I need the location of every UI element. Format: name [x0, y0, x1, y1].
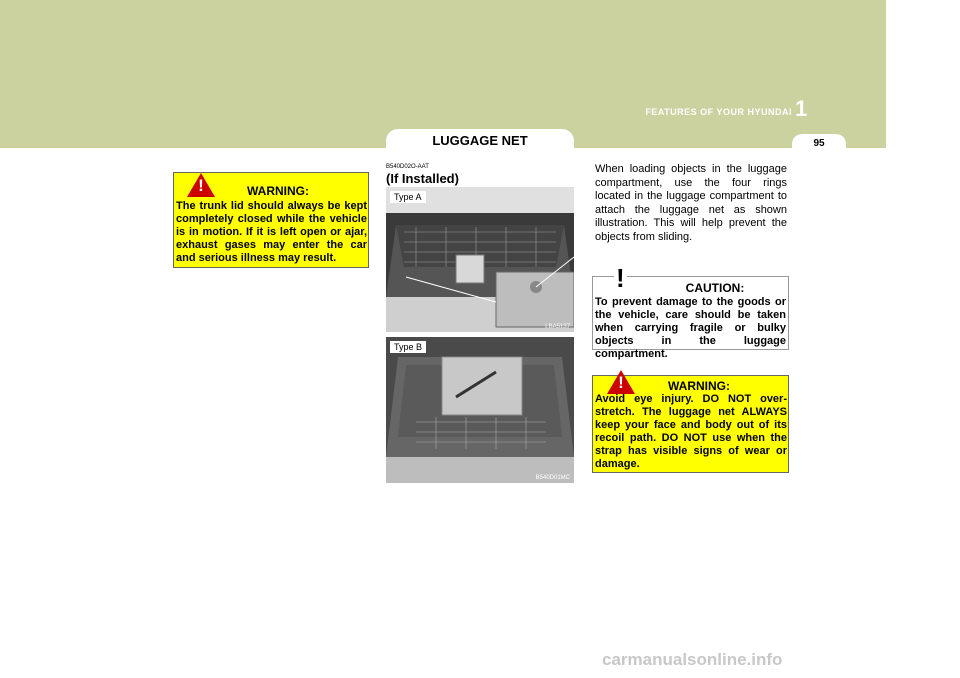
installed-label: (If Installed): [386, 171, 459, 186]
type-a-label: Type A: [390, 191, 426, 203]
luggage-net-instructions: When loading objects in the luggage compartment, use the four rings located in the luggage compartment to attach the luggage net as shown illustration. This will help prevent the objects from sliding.: [595, 163, 787, 243]
luggage-net-photo-type-a: [386, 187, 574, 332]
caution-exclamation-icon: !: [616, 263, 625, 293]
luggage-net-photo-type-b: [386, 337, 574, 483]
warning-heading: WARNING:: [247, 184, 309, 198]
section-title: LUGGAGE NET: [432, 133, 528, 148]
section-code: B540D02O-AAT: [386, 164, 429, 170]
caution-box: [592, 263, 789, 360]
header-band: [0, 0, 886, 148]
exclamation-mark: !: [618, 373, 624, 392]
chapter-title: FEATURES OF YOUR HYUNDAI: [645, 107, 792, 117]
warning-heading: WARNING:: [668, 379, 730, 393]
exclamation-mark: !: [198, 176, 204, 195]
trunk-warning-box: [173, 172, 369, 268]
trunk-illustration-b: [386, 337, 574, 483]
type-a-code: LBA5137: [545, 324, 570, 330]
chapter-number: 1: [795, 96, 808, 121]
page-number: 95: [813, 138, 825, 149]
type-b-code: B540D01MC: [535, 475, 570, 481]
trunk-illustration-a: [386, 187, 574, 332]
warning-body: The trunk lid should always be kept completely closed while the vehicle is in motion. If it is left open or ajar, exhaust gases may enter the car and serious illness may result.: [176, 200, 367, 264]
eye-injury-warning-box: [592, 375, 789, 473]
watermark: carmanualsonline.info: [602, 650, 783, 669]
caution-body: To prevent damage to the goods or the vehicle, care should be taken when carrying fragile or bulky objects in the luggage compartment.: [595, 296, 786, 360]
caution-heading: CAUTION:: [685, 281, 745, 295]
type-b-label: Type B: [390, 341, 426, 353]
warning-body: Avoid eye injury. DO NOT over-stretch. The luggage net ALWAYS keep your face and body out of its recoil path. DO NOT use when the strap has visible signs of wear or damage.: [595, 393, 787, 470]
